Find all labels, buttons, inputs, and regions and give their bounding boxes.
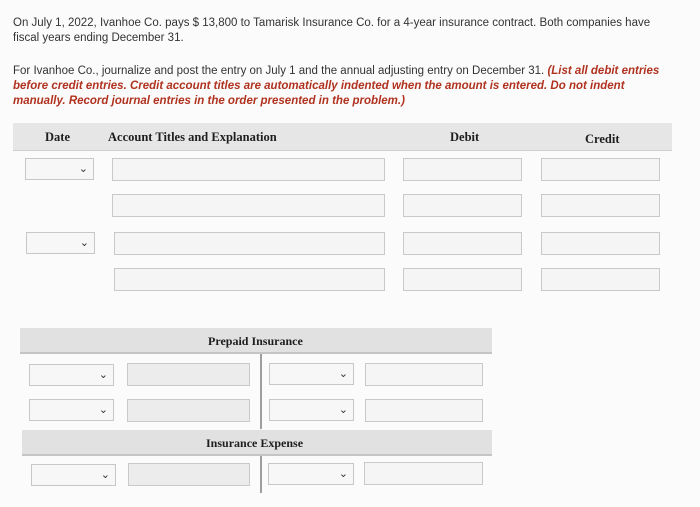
account-title-input[interactable] [114,268,385,291]
chevron-down-icon: ⌄ [338,468,348,480]
debit-input[interactable] [403,194,522,217]
date-select[interactable] [269,363,354,385]
t-account-header-prepaid-insurance [20,328,492,354]
debit-input[interactable] [403,232,522,255]
date-select[interactable] [29,364,114,386]
account-header: Account Titles and Explanation [108,130,277,144]
t-account-credit-amount[interactable] [364,462,483,485]
date-header: Date [45,130,70,144]
t-account-title: Insurance Expense [206,436,304,450]
t-account-divider [260,354,262,429]
date-select[interactable] [25,158,94,180]
account-title-input[interactable] [112,194,385,217]
credit-input[interactable] [541,232,660,255]
instruction-note: (List all debit entries before credit entries. Credit account titles are automatically indented when the amount is entered. Do not indent manually. Record journal entries in the order presented in the problem.) [13,65,660,107]
date-select[interactable] [26,232,95,254]
problem-statement: On July 1, 2022, Ivanhoe Co. pays $ 13,800 to Tamarisk Insurance Co. for a 4-year insurance contract. Both companies have fiscal years ending December 31. [13,17,651,44]
account-title-input[interactable] [112,158,385,181]
chevron-down-icon: ⌄ [98,404,108,416]
account-title-input[interactable] [114,232,385,255]
credit-header: Credit [585,132,620,146]
date-select[interactable] [269,399,354,421]
chevron-down-icon: ⌄ [338,404,348,416]
debit-input[interactable] [403,268,522,291]
t-account-credit-amount[interactable] [365,363,483,386]
credit-input[interactable] [541,158,660,181]
t-account-debit-amount[interactable] [127,363,250,386]
instruction-text: For Ivanhoe Co., journalize and post the entry on July 1 and the annual adjusting entry on December 31. [13,65,545,77]
chevron-down-icon: ⌄ [79,237,89,249]
chevron-down-icon: ⌄ [78,163,88,175]
date-select[interactable] [29,399,114,421]
t-account-header-insurance-expense [22,430,492,456]
debit-header: Debit [450,130,480,144]
chevron-down-icon: ⌄ [100,469,110,481]
t-account-title: Prepaid Insurance [208,334,303,348]
t-account-debit-amount[interactable] [127,399,250,422]
credit-input[interactable] [541,194,660,217]
problem-instruction [13,64,678,109]
journal-header [13,123,672,151]
chevron-down-icon: ⌄ [338,368,348,380]
chevron-down-icon: ⌄ [98,369,108,381]
debit-input[interactable] [403,158,522,181]
date-select[interactable] [268,463,354,485]
date-select[interactable] [31,464,116,486]
t-account-debit-amount[interactable] [128,463,250,486]
t-account-divider [260,456,262,493]
credit-input[interactable] [541,268,660,291]
t-account-credit-amount[interactable] [365,399,483,422]
